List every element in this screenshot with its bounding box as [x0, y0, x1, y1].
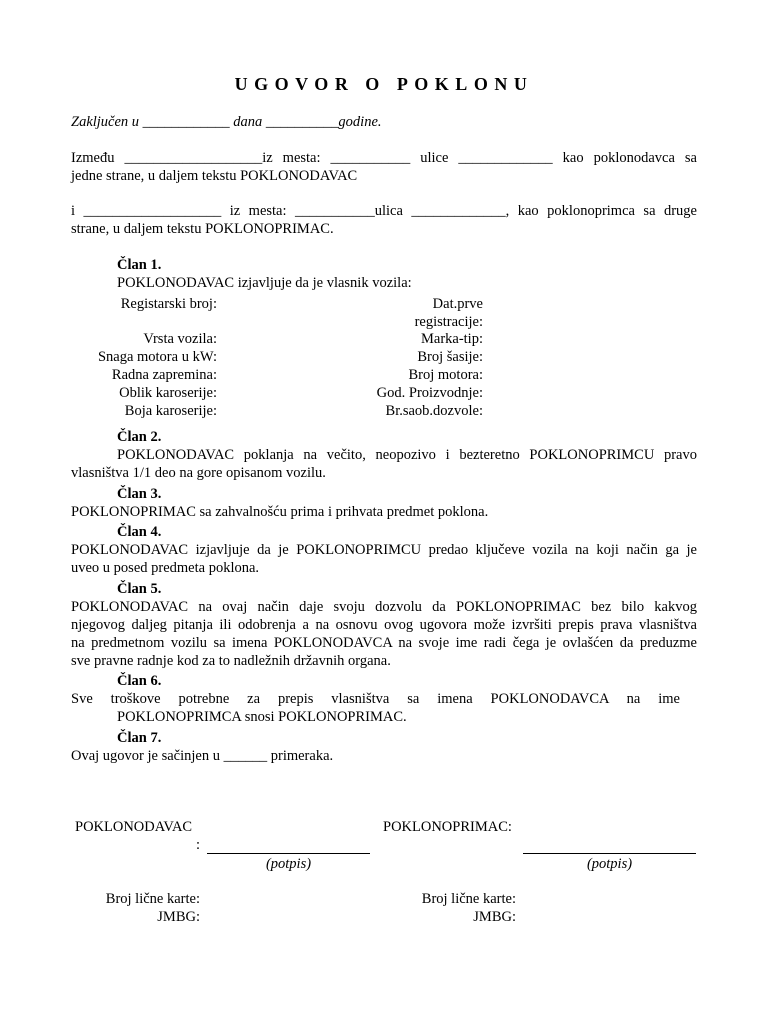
- field-engine-power: Snaga motora u kW:: [97, 349, 217, 365]
- recipient-label: POKLONOPRIMAC:: [383, 819, 512, 835]
- article-5-line2: njegovog daljeg pitanja ili odobrenja a na osnovu ovog ugovora može izvršiti prepis prava vlasništva: [71, 617, 697, 633]
- recipient-jmbg-label: JMBG:: [473, 909, 516, 925]
- article-4-line1: POKLONODAVAC izjavljuje da je POKLONOPRIMCU predao ključeve vozila na koji način ga je: [71, 542, 697, 558]
- article-4-line2: uveo u posed predmeta poklona.: [71, 560, 260, 576]
- field-body-color: Boja karoserije:: [124, 403, 217, 419]
- party1-line2: jedne strane, u daljem tekstu POKLONODAVAC: [71, 168, 358, 184]
- article-1-intro: POKLONODAVAC izjavljuje da je vlasnik vozila:: [117, 275, 412, 291]
- donor-id-card-label: Broj lične karte:: [105, 891, 200, 907]
- document-title: UGOVOR O POKLONU: [234, 74, 534, 94]
- article-5-line3: na predmetnom vozilu sa imena POKLONODAVCA na svoje ime radi čega je ovlašćen da preduzme: [71, 635, 697, 651]
- article-6-heading: Član 6.: [117, 673, 162, 689]
- field-chassis-number: Broj šasije:: [417, 349, 483, 365]
- field-body-shape: Oblik karoserije:: [119, 385, 217, 401]
- party2-line2: strane, u daljem tekstu POKLONOPRIMAC.: [71, 221, 334, 237]
- article-2-line1: POKLONODAVAC poklanja na večito, neopozivo i bezteretno POKLONOPRIMCU pravo: [117, 447, 697, 463]
- article-2-heading: Član 2.: [117, 429, 162, 445]
- article-2-line2: vlasništva 1/1 deo na gore opisanom vozilu.: [71, 465, 326, 481]
- party2-line1: i ___________________ iz mesta: ___________ulica _____________, kao poklonoprimca sa druge: [71, 203, 697, 219]
- field-make-model: Marka-tip:: [420, 331, 483, 347]
- concluded-line: Zaključen u ____________ dana __________godine.: [71, 114, 382, 130]
- article-3-heading: Član 3.: [117, 486, 162, 502]
- article-5-line1: POKLONODAVAC na ovaj način daje svoju dozvolu da POKLONOPRIMAC bez bilo kakvog: [71, 599, 697, 615]
- article-1-heading: Član 1.: [117, 257, 162, 273]
- field-displacement: Radna zapremina:: [111, 367, 217, 383]
- field-vehicle-type: Vrsta vozila:: [143, 331, 217, 347]
- article-7-heading: Član 7.: [117, 730, 162, 746]
- field-traffic-permit: Br.saob.dozvole:: [385, 403, 483, 419]
- recipient-id-card-label: Broj lične karte:: [421, 891, 516, 907]
- donor-label-colon: :: [195, 837, 200, 853]
- article-4-heading: Član 4.: [117, 524, 162, 540]
- donor-signature-caption: (potpis): [265, 856, 312, 872]
- article-3-line1: POKLONOPRIMAC sa zahvalnošću prima i prihvata predmet poklona.: [71, 504, 489, 520]
- article-5-heading: Član 5.: [117, 581, 162, 597]
- article-6-line2: POKLONOPRIMCA snosi POKLONOPRIMAC.: [117, 709, 407, 725]
- article-6-line1: Sve troškove potrebne za prepis vlasništva sa imena POKLONODAVCA na ime: [71, 691, 680, 707]
- field-engine-number: Broj motora:: [408, 367, 483, 383]
- donor-signature-line: [207, 853, 370, 854]
- article-5-line4: sve pravne radnje kod za to nadležnih državnih organa.: [71, 653, 391, 669]
- party1-line1: Između ___________________iz mesta: ___________ ulice _____________ kao poklonodavca sa: [71, 150, 697, 166]
- donor-jmbg-label: JMBG:: [157, 909, 200, 925]
- field-first-registration-date: Dat.prve: [432, 296, 483, 312]
- donor-label: POKLONODAVAC: [75, 819, 193, 835]
- recipient-signature-caption: (potpis): [586, 856, 633, 872]
- recipient-signature-line: [523, 853, 696, 854]
- field-production-year: God. Proizvodnje:: [376, 385, 483, 401]
- field-registration-number: Registarski broj:: [120, 296, 217, 312]
- article-7-line1: Ovaj ugovor je sačinjen u ______ primeraka.: [71, 748, 334, 764]
- field-first-registration-date-cont: registracije:: [414, 314, 483, 330]
